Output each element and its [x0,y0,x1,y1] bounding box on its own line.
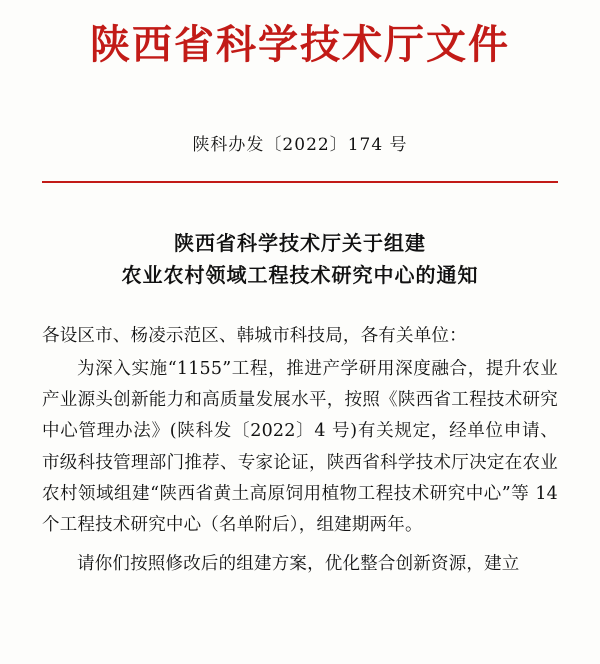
subject-line-1: 陕西省科学技术厅关于组建 [174,231,426,255]
body-paragraph-2: 请你们按照修改后的组建方案，优化整合创新资源，建立 [77,553,520,574]
document-subject [42,227,558,291]
red-divider-rule [42,181,558,183]
document-title: 陕西省科学技术厅文件 [90,21,510,68]
document-body [42,321,558,580]
body-paragraph-1: 为深入实施“1155”工程，推进产学研用深度融合，提升农业产业源头创新能力和高质量发展水平，按照《陕西省工程技术研究中心管理办法》(陕科发〔2022〕4 号)有关规定，经单位申请、市级科技管理部门推荐、专家论证，陕西省科学技术厅决定在农业农村领域组建“陕西省黄土高原饲用植物工程技术研究中心”等 14 个工程技术研究中心（名单附后），组建期两年。 [42,359,558,535]
subject-line-2: 农业农村领域工程技术研究中心的通知 [121,263,479,287]
document-number: 陕科办发〔2022〕174 号 [192,135,408,155]
salutation: 各设区市、杨凌示范区、韩城市科技局，各有关单位： [42,326,467,346]
